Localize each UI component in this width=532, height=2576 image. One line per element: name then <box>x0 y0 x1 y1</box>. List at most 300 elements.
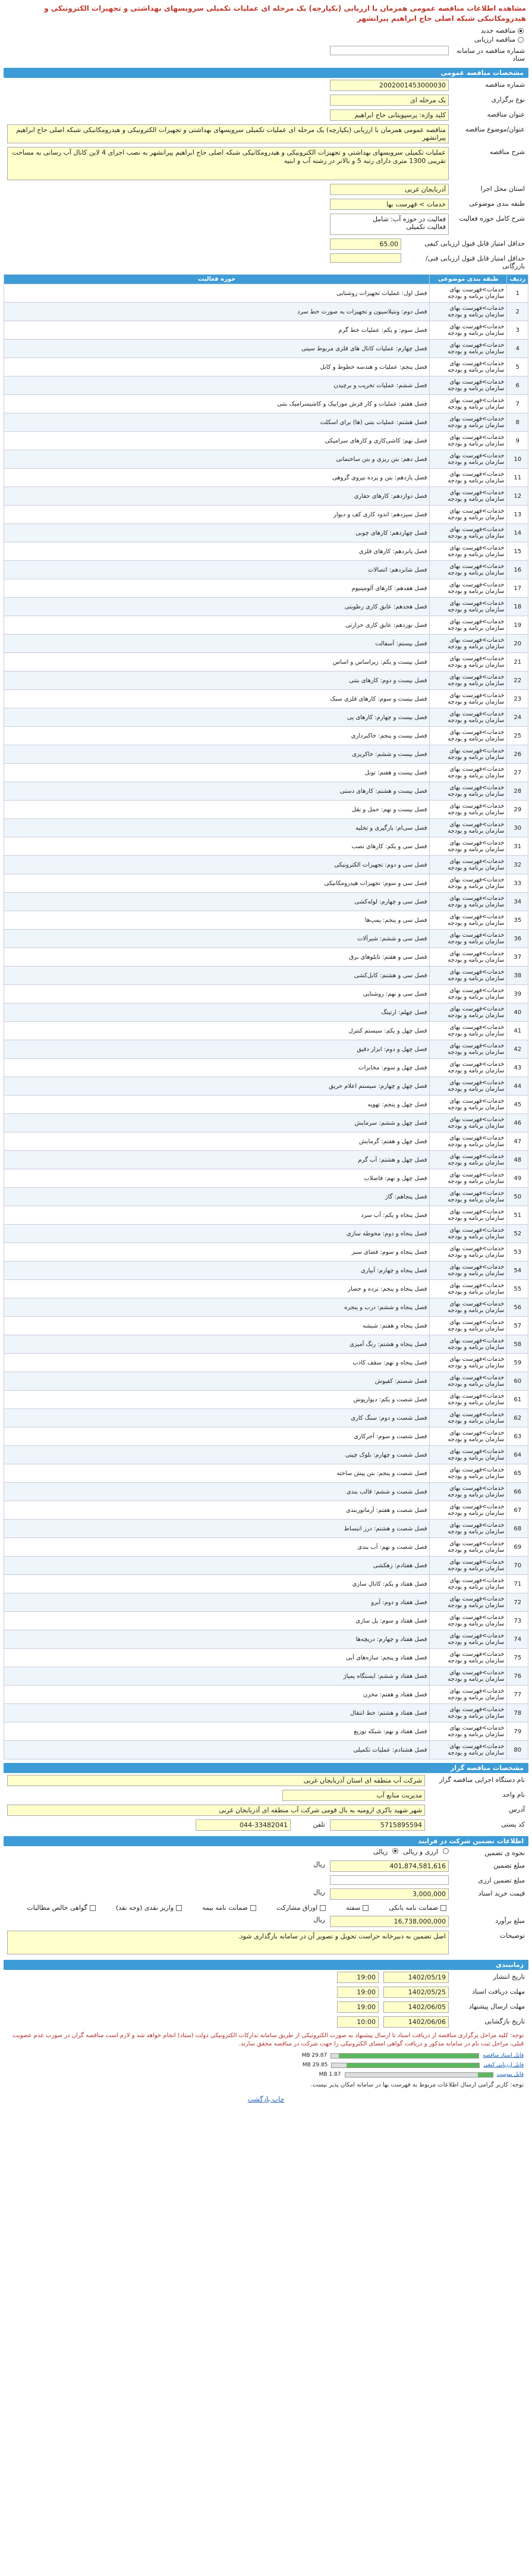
row-index: 6 <box>507 376 528 395</box>
row-index: 71 <box>507 1575 528 1593</box>
row-category: خدمات>فهرست بهای سازمان برنامه و بودجه <box>430 745 507 764</box>
row-activity: فصل هشتم: عملیات بتنی (ها) برای اسکلت <box>4 413 430 432</box>
table-row <box>4 1151 528 1169</box>
radio-icon[interactable] <box>518 37 524 43</box>
checkbox-icon[interactable] <box>440 1905 446 1911</box>
row-index: 24 <box>507 708 528 727</box>
row-index: 80 <box>507 1741 528 1759</box>
row-category: خدمات>فهرست بهای سازمان برنامه و بودجه <box>430 1096 507 1114</box>
row-category: خدمات>فهرست بهای سازمان برنامه و بودجه <box>430 635 507 653</box>
row-index: 49 <box>507 1169 528 1188</box>
row-category: خدمات>فهرست بهای سازمان برنامه و بودجه <box>430 1483 507 1501</box>
row-category: خدمات>فهرست بهای سازمان برنامه و بودجه <box>430 321 507 340</box>
table-row <box>4 745 528 764</box>
row-activity: فصل چهارم: عملیات کانال های فلزی مربوط سینی <box>4 340 430 358</box>
table-row <box>4 616 528 635</box>
row-category: خدمات>فهرست بهای سازمان برنامه و بودجه <box>430 1538 507 1557</box>
table-row <box>4 598 528 616</box>
timing-label: تاریخ بازگشایی <box>484 2017 525 2025</box>
row-index: 8 <box>507 413 528 432</box>
row-category: خدمات>فهرست بهای سازمان برنامه و بودجه <box>430 1575 507 1593</box>
row-index: 15 <box>507 542 528 561</box>
row-activity: فصل شصتم: کفپوش <box>4 1372 430 1391</box>
row-activity: فصل سی و یکم: کارهای نصب <box>4 837 430 856</box>
row-index: 66 <box>507 1483 528 1501</box>
table-row <box>4 1649 528 1667</box>
row-activity: فصل شانزدهم: اتصالات <box>4 561 430 579</box>
row-index: 11 <box>507 469 528 487</box>
table-row <box>4 1722 528 1741</box>
row-index: 32 <box>507 856 528 874</box>
row-activity: فصل سی و هشتم: کابل‌کشی <box>4 967 430 985</box>
table-row <box>4 1630 528 1649</box>
row-index: 5 <box>507 358 528 376</box>
table-row <box>4 1741 528 1759</box>
row-activity: فصل بیست و دوم: کارهای بتنی <box>4 672 430 690</box>
file-name[interactable]: فایل ارزیابی کیفی <box>483 2062 524 2068</box>
table-row <box>4 1003 528 1022</box>
row-category: خدمات>فهرست بهای سازمان برنامه و بودجه <box>430 1317 507 1335</box>
check-item[interactable]: واریز نقدی (وجه نقد) <box>111 1903 187 1912</box>
row-index: 67 <box>507 1501 528 1520</box>
row-activity: فصل هفتاد و چهارم: دریچه‌ها <box>4 1630 430 1649</box>
category-field: خدمات > فهرست بها <box>330 199 449 210</box>
timing-row <box>4 1970 528 1985</box>
row-activity: فصل پنجاه و ششم: درب و پنجره <box>4 1298 430 1317</box>
table-row <box>4 432 528 450</box>
table-row <box>4 672 528 690</box>
row-category: خدمات>فهرست بهای سازمان برنامه و بودجه <box>430 1169 507 1188</box>
row-activity: فصل شصت و هفتم: آرماتوربندی <box>4 1501 430 1520</box>
row-index: 47 <box>507 1132 528 1151</box>
table-row <box>4 1262 528 1280</box>
row-activity: فصل چهل و چهارم: سیستم اعلام حریق <box>4 1077 430 1096</box>
general-section-header: مشخصات مناقصه عمومی <box>4 68 528 78</box>
setad-number-field[interactable] <box>330 46 449 55</box>
table-header-row <box>4 275 528 284</box>
row-activity: فصل چهل و نهم: فاضلاب <box>4 1169 430 1188</box>
row-activity: فصل شصت و هشتم: درز انبساط <box>4 1520 430 1538</box>
row-category: خدمات>فهرست بهای سازمان برنامه و بودجه <box>430 542 507 561</box>
row-activity: فصل بیستم: آسفالت <box>4 635 430 653</box>
type-field: یک مرحله ای <box>330 95 449 106</box>
table-row <box>4 1188 528 1206</box>
row-activity: فصل چهل و هشتم: آب گرم <box>4 1151 430 1169</box>
table-row <box>4 1667 528 1686</box>
timing-section-header: زمانبندی <box>4 1960 528 1970</box>
row-activity: فصل پنجاه و دوم: محوطه سازی <box>4 1225 430 1243</box>
radio-icon[interactable] <box>518 28 524 34</box>
row-activity: فصل ششم: عملیات تخریب و برچیدن <box>4 376 430 395</box>
row-category: خدمات>فهرست بهای سازمان برنامه و بودجه <box>430 930 507 948</box>
row-index: 38 <box>507 967 528 985</box>
table-row <box>4 358 528 376</box>
row-activity: فصل بیست و سوم: کارهای فلزی سبک <box>4 690 430 708</box>
row-category: خدمات>فهرست بهای سازمان برنامه و بودجه <box>430 1446 507 1464</box>
row-activity: فصل بیست و ششم: خاکریزی <box>4 745 430 764</box>
table-row <box>4 1520 528 1538</box>
timing-time: 19:00 <box>337 1987 379 1998</box>
table-row <box>4 930 528 948</box>
row-category: خدمات>فهرست بهای سازمان برنامه و بودجه <box>430 985 507 1003</box>
row-category: خدمات>فهرست بهای سازمان برنامه و بودجه <box>430 487 507 506</box>
row-index: 45 <box>507 1096 528 1114</box>
table-row <box>4 856 528 874</box>
row-index: 14 <box>507 524 528 542</box>
row-activity: فصل هفتاد و هفتم: مخزن <box>4 1686 430 1704</box>
checkbox-icon[interactable] <box>250 1905 256 1911</box>
table-row <box>4 782 528 801</box>
row-activity: فصل چهاردهم: کارهای چوبی <box>4 524 430 542</box>
checkbox-icon[interactable] <box>90 1905 96 1911</box>
row-category: خدمات>فهرست بهای سازمان برنامه و بودجه <box>430 1372 507 1391</box>
row-activity: فصل هفتاد و سوم: پل سازی <box>4 1612 430 1630</box>
category-row: طبقه بندی موضوعی خدمات > فهرست بها <box>4 197 528 212</box>
scope-field: فعالیت در حوزه آب: شامل فعالیت تکمیلی <box>330 214 449 235</box>
row-activity: فصل شصت و ششم: قالب بندی <box>4 1483 430 1501</box>
province-row: استان محل اجرا آذربایجان غربی <box>4 182 528 197</box>
row-index: 60 <box>507 1372 528 1391</box>
row-category: خدمات>فهرست بهای سازمان برنامه و بودجه <box>430 1114 507 1132</box>
table-row <box>4 1501 528 1520</box>
radio-icon[interactable] <box>392 1848 398 1854</box>
row-index: 63 <box>507 1427 528 1446</box>
row-activity: فصل هشتادم: عملیات تکمیلی <box>4 1741 430 1759</box>
row-activity: فصل سی و سوم: تجهیزات هیدرومکانیکی <box>4 874 430 893</box>
row-index: 51 <box>507 1206 528 1225</box>
table-row <box>4 1372 528 1391</box>
row-category: خدمات>فهرست بهای سازمان برنامه و بودجه <box>430 1022 507 1040</box>
table-row <box>4 1575 528 1593</box>
row-index: 69 <box>507 1538 528 1557</box>
row-index: 16 <box>507 561 528 579</box>
col-activity: حوزه فعالیت <box>4 275 430 284</box>
row-index: 54 <box>507 1262 528 1280</box>
row-index: 9 <box>507 432 528 450</box>
row-activity: فصل اول: عملیات تجهیزات روشنایی <box>4 284 430 303</box>
row-activity: فصل پانزدهم: کارهای فلزی <box>4 542 430 561</box>
row-category: خدمات>فهرست بهای سازمان برنامه و بودجه <box>430 579 507 598</box>
timing-time: 10:00 <box>337 2016 379 2028</box>
row-activity: فصل سی و پنجم: پمپ‌ها <box>4 911 430 930</box>
row-category: خدمات>فهرست بهای سازمان برنامه و بودجه <box>430 1132 507 1151</box>
file-row[interactable] <box>4 2051 528 2060</box>
row-category: خدمات>فهرست بهای سازمان برنامه و بودجه <box>430 413 507 432</box>
row-index: 33 <box>507 874 528 893</box>
table-row <box>4 1298 528 1317</box>
guarantee-second-row: مبلغ تضمین ارزی <box>4 1874 528 1887</box>
min-score-row: حداقل امتیاز قابل قبول ارزیابی کیفی 65.00 <box>4 237 528 252</box>
row-category: خدمات>فهرست بهای سازمان برنامه و بودجه <box>430 1040 507 1059</box>
doc-price-field: 3,000,000 <box>330 1888 449 1900</box>
row-activity: فصل سیزدهم: اندود کاری کف و دیوار <box>4 506 430 524</box>
row-index: 77 <box>507 1686 528 1704</box>
row-activity: فصل هفتم: عملیات و کار فرش موزاییک و کاشیسرامیک بتنی <box>4 395 430 413</box>
col-index: ردیف <box>507 275 528 284</box>
timing-time: 19:00 <box>337 1972 379 1983</box>
table-row <box>4 801 528 819</box>
row-index: 23 <box>507 690 528 708</box>
row-activity: فصل سی و چهارم: لوله‌کشی <box>4 893 430 911</box>
table-row <box>4 1704 528 1722</box>
row-index: 18 <box>507 598 528 616</box>
radio-icon[interactable] <box>443 1848 449 1854</box>
organizer-name-row: نام دستگاه اجرایی مناقصه گزار شرکت آب منطقه ای استان آذربایجان غربی <box>4 1773 528 1788</box>
row-activity: فصل هفتاد و هشتم: خط انتقال <box>4 1704 430 1722</box>
checkbox-icon[interactable] <box>176 1905 182 1911</box>
row-activity: فصل چهل و پنجم: تهویه <box>4 1096 430 1114</box>
row-category: خدمات>فهرست بهای سازمان برنامه و بودجه <box>430 893 507 911</box>
guarantee-amount-field: 401,874,581,616 <box>330 1860 449 1872</box>
row-category: خدمات>فهرست بهای سازمان برنامه و بودجه <box>430 432 507 450</box>
row-index: 61 <box>507 1391 528 1409</box>
file-name[interactable]: فایل پیوست <box>496 2072 524 2078</box>
check-item[interactable]: سفته <box>341 1903 373 1912</box>
row-category: خدمات>فهرست بهای سازمان برنامه و بودجه <box>430 598 507 616</box>
row-index: 64 <box>507 1446 528 1464</box>
table-row <box>4 1040 528 1059</box>
file-progress-fill <box>339 2054 479 2058</box>
row-category: خدمات>فهرست بهای سازمان برنامه و بودجه <box>430 653 507 672</box>
row-activity: فصل پنجاه و یکم: آب سرد <box>4 1206 430 1225</box>
table-row <box>4 727 528 745</box>
row-index: 55 <box>507 1280 528 1298</box>
guarantee-section-header: اطلاعات تضمین شرکت در فرایند <box>4 1836 528 1846</box>
row-index: 44 <box>507 1077 528 1096</box>
row-index: 48 <box>507 1151 528 1169</box>
row-category: خدمات>فهرست بهای سازمان برنامه و بودجه <box>430 1593 507 1612</box>
row-category: خدمات>فهرست بهای سازمان برنامه و بودجه <box>430 358 507 376</box>
organizer-unit-row: نام واحد مدیریت منابع آب <box>4 1788 528 1803</box>
row-activity: فصل شصت و یکم: دیوارپوش <box>4 1391 430 1409</box>
table-row <box>4 690 528 708</box>
print-link[interactable]: چاپ بازگشت <box>247 2095 285 2103</box>
tender-type-eval[interactable]: مناقصه ارزیابی <box>4 35 528 44</box>
row-category: خدمات>فهرست بهای سازمان برنامه و بودجه <box>430 764 507 782</box>
row-index: 1 <box>507 284 528 303</box>
estimate-field: 16,738,000,000 <box>330 1916 449 1927</box>
activity-table <box>4 274 528 1759</box>
row-category: خدمات>فهرست بهای سازمان برنامه و بودجه <box>430 837 507 856</box>
row-index: 52 <box>507 1225 528 1243</box>
row-activity: فصل سی‌ام: بارگیری و تخلیه <box>4 819 430 837</box>
table-row <box>4 1280 528 1298</box>
row-activity: فصل شصت و دوم: سنگ کاری <box>4 1409 430 1427</box>
notice-text: توجه: کلیه مراحل برگزاری مناقصه از دریافت اسناد تا ارسال پیشنهاد به صورت الکترونیکی از طریق سامانه تدارکات الکترونیکی دولت (ستاد) انجام خواهد شد و لازم است مناقصه گران در صورت عدم عضویت قبلی، مراحل ثبت نام در سامانه مذکور و دریافت گواهی امضای الکترونیکی را جهت شرکت در مناقصه محقق سازند. <box>12 2032 524 2047</box>
row-category: خدمات>فهرست بهای سازمان برنامه و بودجه <box>430 1354 507 1372</box>
row-category: خدمات>فهرست بهای سازمان برنامه و بودجه <box>430 727 507 745</box>
table-row <box>4 837 528 856</box>
table-row <box>4 948 528 967</box>
row-activity: فصل هفتاد و دوم: آبرو <box>4 1593 430 1612</box>
table-row <box>4 708 528 727</box>
row-category: خدمات>فهرست بهای سازمان برنامه و بودجه <box>430 1686 507 1704</box>
row-activity: فصل پنجاه و سوم: فضای سبز <box>4 1243 430 1262</box>
row-index: 41 <box>507 1022 528 1040</box>
row-category: خدمات>فهرست بهای سازمان برنامه و بودجه <box>430 616 507 635</box>
guarantee-checks <box>4 1902 528 1914</box>
timing-date: 1402/06/05 <box>383 2001 449 2013</box>
row-index: 46 <box>507 1114 528 1132</box>
print-link-wrap <box>4 2091 528 2108</box>
table-row <box>4 561 528 579</box>
check-item[interactable]: ضمانت نامه بانکی <box>384 1903 451 1912</box>
file-name[interactable]: فایل اسناد مناقصه <box>483 2053 524 2059</box>
subject-row: عنوان/موضوع مناقصه مناقصه عمومی همزمان با ارزیابی (یکپارچه) یک مرحله ای عملیات تکمیلی سرویسهای بهداشتی و تجهیزات الکترونیکی و هیدرومکانیکی شبکه اصلی حاج ابراهیم پیرانشهر <box>4 123 528 145</box>
checkbox-icon[interactable] <box>363 1905 369 1911</box>
row-activity: فصل بیست و پنجم: خاکبرداری <box>4 727 430 745</box>
row-index: 10 <box>507 450 528 469</box>
row-activity: فصل سوم: و یکم: عملیات خط گرم <box>4 321 430 340</box>
guarantee-amount-row: مبلغ تضمین 401,874,581,616 ریال <box>4 1859 528 1874</box>
table-row <box>4 1022 528 1040</box>
row-category: خدمات>فهرست بهای سازمان برنامه و بودجه <box>430 469 507 487</box>
row-index: 39 <box>507 985 528 1003</box>
row-category: خدمات>فهرست بهای سازمان برنامه و بودجه <box>430 948 507 967</box>
table-row <box>4 1354 528 1372</box>
timing-row <box>4 1985 528 2000</box>
row-category: خدمات>فهرست بهای سازمان برنامه و بودجه <box>430 303 507 321</box>
row-category: خدمات>فهرست بهای سازمان برنامه و بودجه <box>430 1464 507 1483</box>
row-category: خدمات>فهرست بهای سازمان برنامه و بودجه <box>430 450 507 469</box>
row-index: 28 <box>507 782 528 801</box>
row-index: 37 <box>507 948 528 967</box>
row-index: 50 <box>507 1188 528 1206</box>
row-activity: فصل پنجاه و هفتم: شیشه <box>4 1317 430 1335</box>
table-row <box>4 1538 528 1557</box>
timing-date: 1402/06/06 <box>383 2016 449 2028</box>
file-row[interactable] <box>4 2070 528 2079</box>
row-activity: فصل پنجاهم: گاز <box>4 1188 430 1206</box>
row-activity: فصل چهل و یکم: سیستم کنترل <box>4 1022 430 1040</box>
row-index: 78 <box>507 1704 528 1722</box>
table-row <box>4 487 528 506</box>
table-row <box>4 764 528 782</box>
organizer-phone-field: 044-33482041 <box>196 1819 291 1831</box>
row-activity: فصل هفتادم: زهکشی <box>4 1557 430 1575</box>
row-activity: فصل دهم: بتن ریزی و بتن ساختمانی <box>4 450 430 469</box>
row-index: 12 <box>507 487 528 506</box>
table-row <box>4 413 528 432</box>
table-row <box>4 1612 528 1630</box>
row-category: خدمات>فهرست بهای سازمان برنامه و بودجه <box>430 561 507 579</box>
table-row <box>4 893 528 911</box>
row-activity: فصل سی و هفتم: تابلوهای برق <box>4 948 430 967</box>
table-row <box>4 303 528 321</box>
row-index: 73 <box>507 1612 528 1630</box>
timing-row <box>4 2000 528 2015</box>
row-index: 4 <box>507 340 528 358</box>
table-row <box>4 1317 528 1335</box>
row-index: 56 <box>507 1298 528 1317</box>
file-progress-fill <box>478 2073 493 2077</box>
check-item[interactable]: اوراق مشارکت <box>272 1903 330 1912</box>
row-category: خدمات>فهرست بهای سازمان برنامه و بودجه <box>430 1280 507 1298</box>
row-index: 53 <box>507 1243 528 1262</box>
table-row <box>4 874 528 893</box>
row-activity: فصل پنجم: عملیات و هندسه خطوط و کابل <box>4 358 430 376</box>
timing-row <box>4 2015 528 2029</box>
organizer-section-header: مشخصات مناقصه گزار <box>4 1763 528 1773</box>
subject-field: مناقصه عمومی همزمان با ارزیابی (یکپارچه) یک مرحله ای عملیات تکمیلی سرویسهای بهداشتی و تجهیزات الکترونیکی و هیدرومکانیکی شبکه اصلی حاج ابراهیم پیرانشهر <box>7 124 449 143</box>
row-index: 13 <box>507 506 528 524</box>
row-index: 75 <box>507 1649 528 1667</box>
row-category: خدمات>فهرست بهای سازمان برنامه و بودجه <box>430 1003 507 1022</box>
row-category: خدمات>فهرست بهای سازمان برنامه و بودجه <box>430 1225 507 1243</box>
row-category: خدمات>فهرست بهای سازمان برنامه و بودجه <box>430 1059 507 1077</box>
notes-row: توضیحات اصل تضمین به دبیرخانه حراست تحویل و تصویر آن در سامانه بارگذاری شود. <box>4 1929 528 1956</box>
row-category: خدمات>فهرست بهای سازمان برنامه و بودجه <box>430 1409 507 1427</box>
type-row: نوع برگزاری یک مرحله ای <box>4 93 528 108</box>
table-row <box>4 524 528 542</box>
row-category: خدمات>فهرست بهای سازمان برنامه و بودجه <box>430 1612 507 1630</box>
check-item[interactable]: ضمانت نامه بیمه <box>197 1903 261 1912</box>
row-activity: فصل هفتاد و نهم: شبکه توزیع <box>4 1722 430 1741</box>
row-activity: فصل هفتاد و یکم: کانال سازی <box>4 1575 430 1593</box>
row-activity: فصل هفتاد و ششم: ایستگاه پمپاژ <box>4 1667 430 1686</box>
row-activity: فصل شصت و پنجم: بتن پیش ساخته <box>4 1464 430 1483</box>
file-size: 29.87 MB <box>301 2053 328 2059</box>
table-row <box>4 340 528 358</box>
table-row <box>4 967 528 985</box>
row-category: خدمات>فهرست بهای سازمان برنامه و بودجه <box>430 395 507 413</box>
row-activity: فصل بیست و چهارم: کارهای پی <box>4 708 430 727</box>
table-row <box>4 1427 528 1446</box>
row-category: خدمات>فهرست بهای سازمان برنامه و بودجه <box>430 1704 507 1722</box>
row-index: 68 <box>507 1520 528 1538</box>
checkbox-icon[interactable] <box>320 1905 326 1911</box>
row-index: 62 <box>507 1409 528 1427</box>
row-category: خدمات>فهرست بهای سازمان برنامه و بودجه <box>430 1649 507 1667</box>
col-category: طبقه بندی موضوعی <box>430 275 507 284</box>
row-activity: فصل یازدهم: بتن و پرده نیروی گروهی <box>4 469 430 487</box>
table-row <box>4 1557 528 1575</box>
code-row: عنوان مناقصه کلید واژه: پرسپویتانی حاج ابراهیم <box>4 108 528 123</box>
check-item[interactable]: گواهی خالص مطالبات <box>22 1903 100 1912</box>
table-row <box>4 450 528 469</box>
table-row <box>4 1077 528 1096</box>
estimate-row: مبلغ برآورد 16,738,000,000 ریال <box>4 1914 528 1929</box>
row-category: خدمات>فهرست بهای سازمان برنامه و بودجه <box>430 1077 507 1096</box>
table-row <box>4 321 528 340</box>
table-row <box>4 1114 528 1132</box>
row-activity: فصل بیست و نهم: حمل و نقل <box>4 801 430 819</box>
row-activity: فصل سی و ششم: شیرآلات <box>4 930 430 948</box>
row-index: 74 <box>507 1630 528 1649</box>
guarantee-second-field <box>330 1875 449 1885</box>
table-row <box>4 542 528 561</box>
table-row <box>4 1335 528 1354</box>
row-category: خدمات>فهرست بهای سازمان برنامه و بودجه <box>430 1741 507 1759</box>
row-index: 35 <box>507 911 528 930</box>
row-index: 40 <box>507 1003 528 1022</box>
row-activity: فصل پنجاه و هشتم: رنگ آمیزی <box>4 1335 430 1354</box>
tender-type-new[interactable]: مناقصه جدید <box>4 26 528 35</box>
file-progress-bar <box>330 2053 479 2059</box>
table-row <box>4 653 528 672</box>
table-row <box>4 1059 528 1077</box>
row-category: خدمات>فهرست بهای سازمان برنامه و بودجه <box>430 819 507 837</box>
timing-rows <box>4 1970 528 2029</box>
row-index: 19 <box>507 616 528 635</box>
province-field: آذربایجان غربی <box>330 184 449 195</box>
row-category: خدمات>فهرست بهای سازمان برنامه و بودجه <box>430 1298 507 1317</box>
table-row <box>4 1446 528 1464</box>
row-activity: فصل نهم: کاشی‌کاری و کارهای سرامیکی <box>4 432 430 450</box>
table-row <box>4 819 528 837</box>
file-row[interactable] <box>4 2060 528 2070</box>
row-activity: فصل چهلم: ارتینگ <box>4 1003 430 1022</box>
